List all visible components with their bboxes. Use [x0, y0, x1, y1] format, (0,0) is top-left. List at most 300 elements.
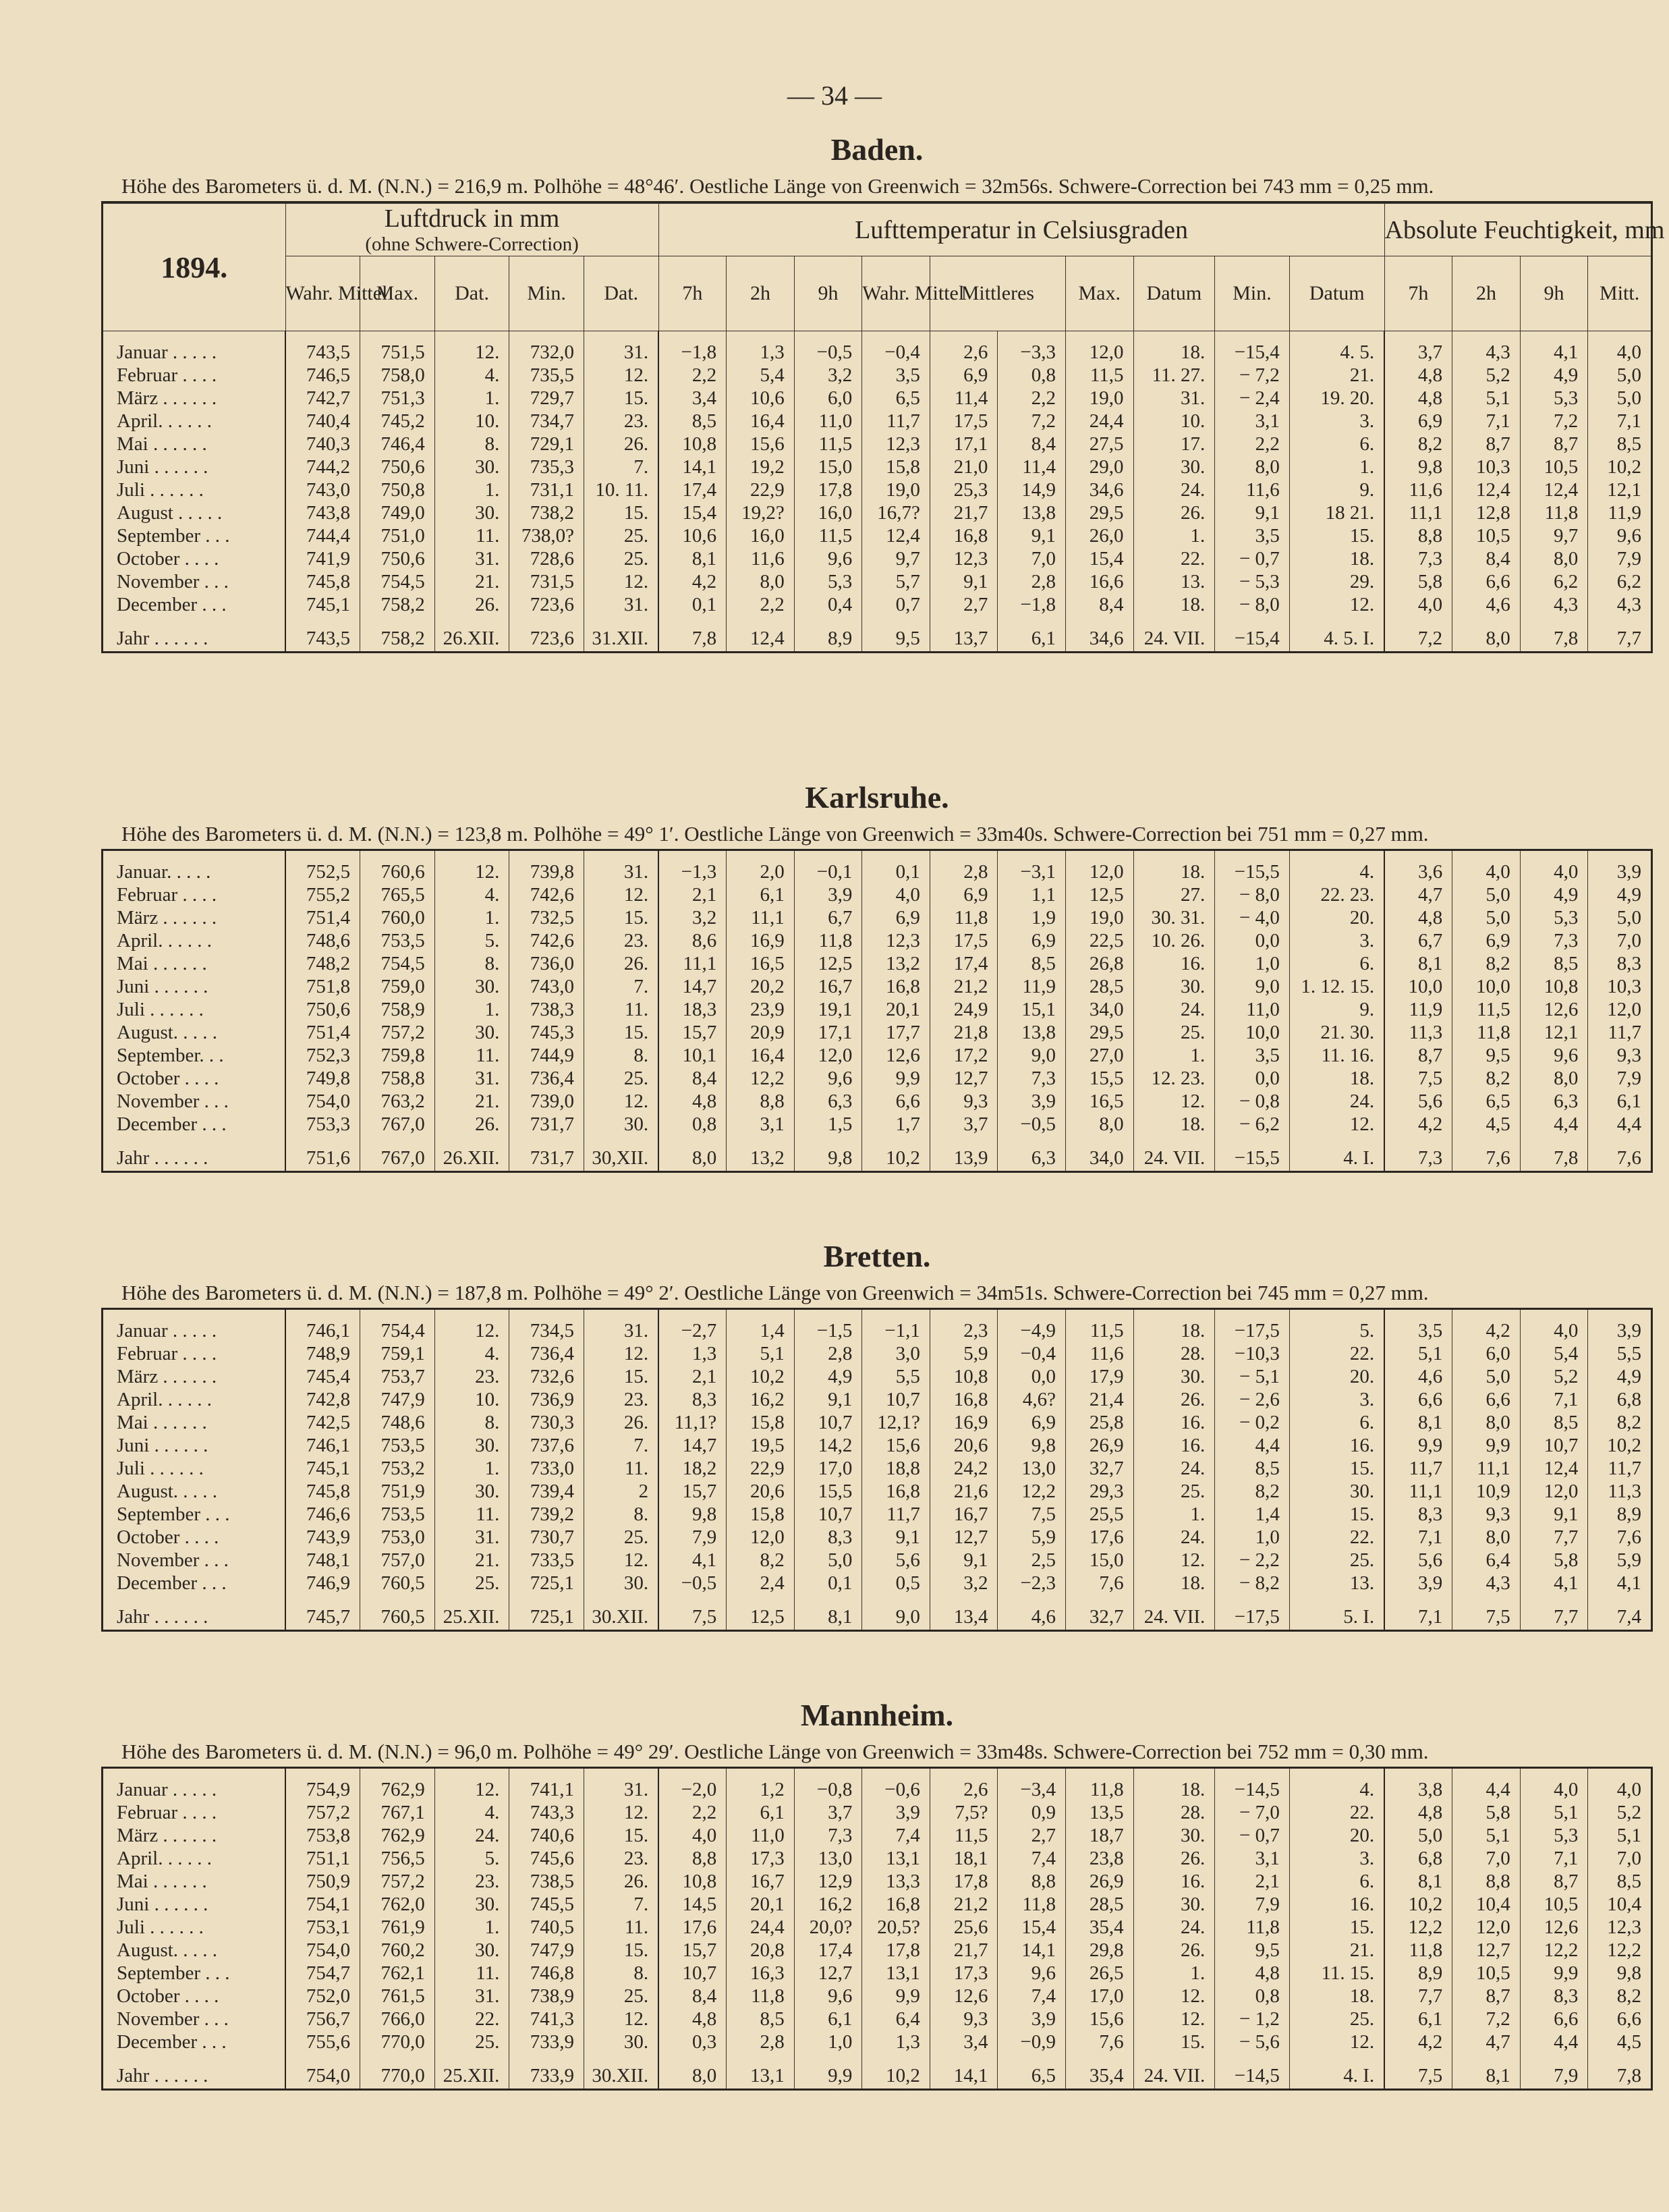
cell-h2: 8,8 — [1452, 1870, 1521, 1893]
cell-min: 731,7 — [509, 1136, 584, 1172]
cell-t-mean: 3,9 — [862, 1801, 930, 1824]
cell-h7: 4,8 — [1384, 1801, 1452, 1824]
cell-h9: 12,0 — [1520, 1480, 1588, 1503]
cell-min-date: 26. — [584, 433, 658, 455]
cell-h-mean: 4,9 — [1616, 884, 1641, 906]
cell-t9: 1,5 — [794, 1113, 862, 1136]
cell-mean: 756,7 — [285, 2008, 360, 2030]
cell-t2: 6,1 — [727, 1801, 795, 1824]
cell-month: November . . . — [103, 570, 286, 593]
cell-max: 762,9 — [360, 1824, 435, 1847]
cell-max-date: 31. — [434, 547, 509, 570]
cell-h9: 7,1 — [1520, 1388, 1588, 1411]
month-row — [103, 2008, 1652, 2030]
cell-max-date: 23. — [434, 1870, 509, 1893]
cell-max: 756,5 — [360, 1847, 435, 1870]
cell-t-max: 18,7 — [1066, 1824, 1134, 1847]
cell-t2: 16,2 — [727, 1388, 795, 1411]
cell-h-mean: 11,9 — [1608, 502, 1641, 524]
cell-month: October . . . . — [103, 1067, 286, 1090]
cell-max-date: 11. — [434, 1503, 509, 1526]
cell-t-max-date: 18. — [1133, 860, 1215, 883]
cell-t-mean-max: 21,2 — [930, 975, 998, 998]
cell-t-max: 26,5 — [1066, 1962, 1134, 1985]
cell-h9: 5,2 — [1520, 1365, 1588, 1388]
cell-t-min-date: 25. — [1289, 1549, 1384, 1572]
cell-h2: 8,0 — [1452, 1526, 1521, 1549]
cell-h-mean: 6,2 — [1616, 571, 1641, 592]
cell-t2: 11,6 — [727, 547, 795, 570]
cell-t9: 12,9 — [794, 1870, 862, 1893]
cell-mean: 746,6 — [285, 1503, 360, 1526]
cell-max-date: 25. — [434, 1572, 509, 1595]
cell-h7: 7,1 — [1384, 1595, 1452, 1631]
cell-min: 735,5 — [509, 364, 584, 387]
cell-t9: 9,6 — [794, 1067, 862, 1090]
cell-t-max: 26,0 — [1065, 524, 1133, 547]
cell-t-mean-min: 13,0 — [998, 1457, 1066, 1480]
cell-h-mean: 5,0 — [1616, 387, 1641, 409]
cell-h7: 4,2 — [1384, 1113, 1452, 1136]
cell-t-max-date: 18. — [1133, 1319, 1215, 1342]
cell-h2: 11,8 — [1452, 1021, 1521, 1044]
cell-h7: 9,9 — [1384, 1434, 1452, 1457]
cell-mean: 755,6 — [285, 2030, 360, 2053]
cell-t-max: 11,5 — [1065, 364, 1133, 387]
cell-t-min-date: 22. — [1289, 1342, 1384, 1365]
cell-t-mean: 16,7? — [862, 501, 930, 524]
cell-t7: 15,4 — [658, 501, 727, 524]
cell-max: 767,0 — [360, 1113, 435, 1136]
cell-t-max-date: 16. — [1133, 952, 1215, 975]
cell-t2: 23,9 — [727, 998, 795, 1021]
cell-max-date: 1. — [434, 1916, 509, 1939]
cell-t9: 15,5 — [794, 1480, 862, 1503]
cell-min-date: 30. — [584, 1572, 659, 1595]
cell-mean: 740,3 — [285, 433, 360, 455]
cell-h9: 7,3 — [1520, 929, 1588, 952]
cell-max-date: 1. — [434, 998, 509, 1021]
cell-h-mean: 5,2 — [1616, 1802, 1641, 1823]
cell-min-date: 26. — [584, 952, 659, 975]
cell-mean: 752,5 — [285, 860, 360, 883]
cell-month: Jahr . . . . . . — [103, 2053, 286, 2090]
column-header-col-mitt: Mitt. — [1588, 256, 1652, 331]
station-meta: Höhe des Barometers ü. d. M. (N.N.) = 123,8 m. Polhöhe = 49° 1′. Oestliche Länge von Greenwich = 33m40s. Schwere-Correction bei 751 mm = 0,27 mm. — [101, 819, 1653, 851]
cell-t-max: 17,9 — [1066, 1365, 1134, 1388]
cell-t9: 9,9 — [794, 2053, 862, 2090]
cell-t9: 6,7 — [794, 906, 862, 929]
cell-t-max-date: 12. — [1133, 1549, 1215, 1572]
cell-min-date: 11. — [584, 1916, 659, 1939]
cell-h-mean: 11,7 — [1608, 1022, 1641, 1043]
cell-t9: −0,5 — [794, 341, 862, 364]
station-title: Bretten. — [823, 1239, 931, 1273]
cell-max-date: 22. — [434, 2008, 509, 2030]
cell-h2: 4,4 — [1452, 1778, 1521, 1801]
cell-t2: 8,2 — [727, 1549, 795, 1572]
cell-min: 739,8 — [509, 860, 584, 883]
cell-t-max-date: 1. — [1133, 1044, 1215, 1067]
month-row — [103, 1480, 1652, 1503]
cell-t7: 0,1 — [658, 593, 727, 616]
cell-min-date: 23. — [584, 929, 659, 952]
cell-h2: 7,0 — [1452, 1847, 1521, 1870]
cell-month: Januar . . . . . — [103, 341, 286, 364]
cell-t2: 20,6 — [727, 1480, 795, 1503]
cell-h2: 12,4 — [1452, 478, 1521, 501]
month-row — [103, 1434, 1652, 1457]
cell-t-mean-max: 3,4 — [930, 2030, 998, 2053]
cell-min-date: 15. — [584, 1824, 659, 1847]
cell-t-max-date: 24. — [1133, 1457, 1215, 1480]
cell-t-max-date: 28. — [1133, 1342, 1215, 1365]
cell-t9: 0,4 — [794, 593, 862, 616]
cell-t-mean-min: 0,8 — [998, 364, 1066, 387]
cell-max: 753,7 — [360, 1365, 435, 1388]
cell-t-min-date: 1. 12. 15. — [1289, 975, 1384, 998]
cell-h2: 8,0 — [1452, 1411, 1521, 1434]
cell-t-mean-min: 7,0 — [998, 547, 1066, 570]
cell-t-min-date: 21. — [1289, 364, 1384, 387]
month-row — [103, 387, 1652, 410]
cell-t-mean-max: 11,5 — [930, 1824, 998, 1847]
cell-min: 730,3 — [509, 1411, 584, 1434]
cell-mean: 755,2 — [285, 883, 360, 906]
cell-mean: 746,1 — [285, 1434, 360, 1457]
cell-min: 738,5 — [509, 1870, 584, 1893]
cell-t-min: − 8,2 — [1215, 1572, 1290, 1595]
cell-t-mean: 15,8 — [862, 455, 930, 478]
cell-t-mean-max: 14,1 — [930, 2053, 998, 2090]
cell-t-max: 27,0 — [1066, 1044, 1134, 1067]
cell-month: December . . . — [103, 1572, 286, 1595]
cell-min: 742,6 — [509, 883, 584, 906]
cell-h9: 10,7 — [1520, 1434, 1588, 1457]
cell-t-mean: 1,7 — [862, 1113, 930, 1136]
cell-t-mean-min: 8,8 — [998, 1870, 1066, 1893]
cell-t-mean: 9,1 — [862, 1526, 930, 1549]
cell-max: 754,5 — [360, 952, 435, 975]
cell-t-mean-min: 8,5 — [998, 952, 1066, 975]
cell-t7: 7,8 — [658, 616, 727, 653]
cell-month: Januar. . . . . — [103, 860, 286, 883]
cell-t-max-date: 27. — [1133, 883, 1215, 906]
cell-h9: 9,7 — [1520, 524, 1588, 547]
cell-t-mean-max: 17,5 — [930, 929, 998, 952]
cell-t2: 5,4 — [727, 364, 795, 387]
cell-h9: 6,2 — [1520, 570, 1588, 593]
cell-mean: 748,2 — [285, 952, 360, 975]
cell-t-mean-min: 11,9 — [998, 975, 1066, 998]
cell-min: 736,9 — [509, 1388, 584, 1411]
column-header-col-wahr-mittel: Wahr. Mittel — [862, 256, 930, 331]
cell-t7: 8,4 — [658, 1985, 727, 2008]
month-row — [103, 1113, 1652, 1136]
cell-t-mean-min: 4,6? — [998, 1388, 1066, 1411]
cell-t-max: 34,6 — [1065, 478, 1133, 501]
cell-h-mean: 4,0 — [1616, 1779, 1641, 1800]
cell-t-max: 34,0 — [1066, 1136, 1134, 1172]
cell-t-max: 23,8 — [1066, 1847, 1134, 1870]
cell-mean: 743,0 — [285, 478, 360, 501]
cell-max-date: 26. — [434, 593, 509, 616]
cell-t-min: 9,5 — [1215, 1939, 1290, 1962]
cell-t7: 15,7 — [658, 1939, 727, 1962]
cell-min-date: 15. — [584, 1365, 659, 1388]
cell-h7: 5,8 — [1384, 570, 1452, 593]
cell-t-min-date: 9. — [1289, 998, 1384, 1021]
cell-t7: 4,0 — [658, 1824, 727, 1847]
cell-min-date: 26. — [584, 1870, 659, 1893]
cell-h7: 12,2 — [1384, 1916, 1452, 1939]
cell-t-min: − 2,2 — [1215, 1549, 1290, 1572]
cell-h9: 8,0 — [1520, 1067, 1588, 1090]
cell-month: December . . . — [103, 593, 286, 616]
cell-h-mean: 7,9 — [1616, 548, 1641, 570]
cell-h9: 8,3 — [1520, 1985, 1588, 2008]
cell-month: Juli . . . . . . — [103, 1457, 286, 1480]
cell-mean: 742,8 — [285, 1388, 360, 1411]
cell-min-date: 30. — [584, 2030, 659, 2053]
cell-t-max-date: 24. VII. — [1133, 2053, 1215, 2090]
cell-max: 767,1 — [360, 1801, 435, 1824]
cell-t2: 15,8 — [727, 1411, 795, 1434]
cell-t-mean-min: 2,7 — [998, 1824, 1066, 1847]
cell-t2: 11,0 — [727, 1824, 795, 1847]
cell-t-max: 24,4 — [1065, 410, 1133, 433]
station-mannheim — [101, 1694, 1653, 2091]
cell-t9: 1,0 — [794, 2030, 862, 2053]
cell-t-max: 21,4 — [1066, 1388, 1134, 1411]
cell-h2: 8,2 — [1452, 1067, 1521, 1090]
cell-month: Juni . . . . . . — [103, 455, 286, 478]
cell-t-max: 12,0 — [1065, 341, 1133, 364]
cell-t-max: 15,0 — [1066, 1549, 1134, 1572]
cell-t-max-date: 10. — [1133, 410, 1215, 433]
cell-t-min-date: 18. — [1289, 547, 1384, 570]
cell-t-max: 17,0 — [1066, 1985, 1134, 2008]
cell-h2: 5,1 — [1452, 387, 1521, 410]
cell-h7: 6,9 — [1384, 410, 1452, 433]
cell-h-mean: 10,2 — [1607, 456, 1641, 478]
cell-h-mean: 9,3 — [1616, 1045, 1641, 1066]
cell-mean: 745,1 — [285, 593, 360, 616]
cell-t9: 3,7 — [794, 1801, 862, 1824]
cell-t-mean: 9,0 — [862, 1595, 930, 1631]
cell-h7: 9,8 — [1384, 455, 1452, 478]
cell-t-mean-min: 11,8 — [998, 1893, 1066, 1916]
cell-mean: 743,8 — [285, 501, 360, 524]
cell-t-min-date: 6. — [1289, 952, 1384, 975]
cell-t7: −2,0 — [658, 1778, 727, 1801]
cell-t-mean: 3,5 — [862, 364, 930, 387]
cell-min: 745,3 — [509, 1021, 584, 1044]
column-header-col-2h: 2h — [727, 256, 795, 331]
cell-t-mean-min: 2,8 — [998, 570, 1066, 593]
cell-t-max: 15,6 — [1066, 2008, 1134, 2030]
cell-t7: 7,9 — [658, 1526, 727, 1549]
cell-t-min-date: 21. 30. — [1289, 1021, 1384, 1044]
cell-max-date: 1. — [434, 387, 509, 410]
cell-h7: 4,7 — [1384, 883, 1452, 906]
cell-h2: 6,6 — [1452, 1388, 1521, 1411]
cell-t-min: − 0,8 — [1215, 1090, 1290, 1113]
cell-t9: 12,5 — [794, 952, 862, 975]
cell-mean: 746,5 — [285, 364, 360, 387]
cell-t2: 13,2 — [727, 1136, 795, 1172]
cell-t-min: − 8,0 — [1215, 883, 1290, 906]
cell-month: November . . . — [103, 2008, 286, 2030]
cell-t-mean-max: 21,6 — [930, 1480, 998, 1503]
cell-t-min: 1,0 — [1215, 952, 1290, 975]
cell-t-mean-min: −3,3 — [998, 341, 1066, 364]
month-row — [103, 364, 1652, 387]
cell-t-min: 3,1 — [1215, 410, 1290, 433]
cell-max-date: 30. — [434, 1480, 509, 1503]
cell-t-mean-min: −1,8 — [998, 593, 1066, 616]
cell-t-mean-max: 16,8 — [930, 1388, 998, 1411]
cell-t-min: 9,0 — [1215, 975, 1290, 998]
cell-t-min-date: 12. — [1289, 593, 1384, 616]
cell-t-mean-min: 7,4 — [998, 1985, 1066, 2008]
cell-t-mean-max: 2,7 — [930, 593, 998, 616]
month-row — [103, 478, 1652, 501]
cell-h-mean: 4,5 — [1616, 2031, 1641, 2053]
cell-h-mean: 8,9 — [1616, 1503, 1641, 1525]
month-row — [103, 1411, 1652, 1434]
cell-t-min-date: 15. — [1289, 1503, 1384, 1526]
cell-t-max: 13,5 — [1066, 1801, 1134, 1824]
cell-min-date: 23. — [584, 1388, 659, 1411]
cell-h2: 8,7 — [1452, 1985, 1521, 2008]
cell-t-max: 11,8 — [1066, 1778, 1134, 1801]
cell-t-mean-min: 3,9 — [998, 1090, 1066, 1113]
cell-t-mean: 5,7 — [862, 570, 930, 593]
cell-t-max-date: 1. — [1133, 1503, 1215, 1526]
cell-min-date: 8. — [584, 1044, 659, 1067]
cell-max: 760,5 — [360, 1572, 435, 1595]
cell-t-min-date: 15. — [1289, 1457, 1384, 1480]
cell-max: 757,0 — [360, 1549, 435, 1572]
cell-h2: 9,9 — [1452, 1434, 1521, 1457]
cell-t-mean-min: 15,1 — [998, 998, 1066, 1021]
cell-h9: 8,7 — [1520, 433, 1588, 455]
cell-min: 732,0 — [509, 341, 584, 364]
cell-h9: 8,7 — [1520, 1870, 1588, 1893]
cell-t-min-date: 15. — [1289, 1916, 1384, 1939]
cell-t-min: 11,0 — [1215, 998, 1290, 1021]
cell-min-date: 2 — [584, 1480, 659, 1503]
cell-h9: 9,1 — [1520, 1503, 1588, 1526]
cell-min: 740,6 — [509, 1824, 584, 1847]
cell-month: Januar . . . . . — [103, 1319, 286, 1342]
cell-t-mean: 0,7 — [862, 593, 930, 616]
cell-h9: 5,3 — [1520, 1824, 1588, 1847]
cell-h-mean: 4,1 — [1616, 1572, 1641, 1594]
cell-h2: 7,2 — [1452, 2008, 1521, 2030]
cell-t7: 10,8 — [658, 1870, 727, 1893]
cell-min-date: 7. — [584, 455, 658, 478]
year-row — [103, 1595, 1652, 1631]
cell-min-date: 26. — [584, 1411, 659, 1434]
cell-min-date: 7. — [584, 1893, 659, 1916]
cell-h-mean: 8,3 — [1616, 953, 1641, 974]
cell-t-mean-max: 21,0 — [930, 455, 998, 478]
year-header: 1894. — [103, 204, 286, 331]
cell-min: 737,6 — [509, 1434, 584, 1457]
cell-mean: 743,9 — [285, 1526, 360, 1549]
cell-h2: 5,1 — [1452, 1824, 1521, 1847]
cell-t2: 19,2 — [727, 455, 795, 478]
cell-t-mean: 10,2 — [862, 2053, 930, 2090]
cell-t7: 8,0 — [658, 2053, 727, 2090]
station-meta: Höhe des Barometers ü. d. M. (N.N.) = 96,0 m. Polhöhe = 49° 29′. Oestliche Länge von Greenwich = 33m48s. Schwere-Correction bei 752 mm = 0,30 mm. — [101, 1737, 1653, 1769]
cell-t-max: 22,5 — [1066, 929, 1134, 952]
cell-h2: 4,5 — [1452, 1113, 1521, 1136]
cell-h7: 3,9 — [1384, 1572, 1452, 1595]
cell-t-min: 4,4 — [1215, 1434, 1290, 1457]
cell-month: August. . . . . — [103, 1939, 286, 1962]
station-meta: Höhe des Barometers ü. d. M. (N.N.) = 187,8 m. Polhöhe = 49° 2′. Oestliche Länge von Greenwich = 34m51s. Schwere-Correction bei 745 mm = 0,27 mm. — [101, 1278, 1653, 1310]
cell-max: 754,5 — [360, 570, 435, 593]
cell-month: November . . . — [103, 1549, 286, 1572]
cell-month: April. . . . . . — [103, 929, 286, 952]
cell-min-date: 25. — [584, 1067, 659, 1090]
cell-h7: 11,7 — [1384, 1457, 1452, 1480]
cell-min-date: 12. — [584, 1342, 659, 1365]
cell-min-date: 30.XII. — [584, 2053, 659, 2090]
cell-t-max-date: 12. — [1133, 2008, 1215, 2030]
cell-h9: 5,8 — [1520, 1549, 1588, 1572]
cell-t2: 11,1 — [727, 906, 795, 929]
cell-t-mean: 20,5? — [862, 1916, 930, 1939]
cell-h2: 6,9 — [1452, 929, 1521, 952]
cell-max: 753,2 — [360, 1457, 435, 1480]
cell-h7: 5,1 — [1384, 1342, 1452, 1365]
cell-max-date: 5. — [434, 1847, 509, 1870]
cell-h-mean: 4,0 — [1616, 341, 1641, 363]
cell-max-date: 4. — [434, 1801, 509, 1824]
cell-t9: 8,1 — [794, 1595, 862, 1631]
cell-t-max-date: 12. 23. — [1133, 1067, 1215, 1090]
cell-t-min: 1,4 — [1215, 1503, 1290, 1526]
cell-h7: 8,7 — [1384, 1044, 1452, 1067]
cell-h9: 4,1 — [1520, 1572, 1588, 1595]
cell-t-max: 17,6 — [1066, 1526, 1134, 1549]
cell-mean: 750,9 — [285, 1870, 360, 1893]
cell-h-mean: 3,9 — [1616, 861, 1641, 883]
cell-t-max: 34,6 — [1065, 616, 1133, 653]
cell-t-mean: 12,3 — [862, 929, 930, 952]
cell-t-mean-min: 9,6 — [998, 1962, 1066, 1985]
cell-min: 739,2 — [509, 1503, 584, 1526]
cell-t-mean-min: 14,1 — [998, 1939, 1066, 1962]
cell-max-date: 11. — [434, 1962, 509, 1985]
data-table — [101, 1769, 1653, 2091]
station-karlsruhe — [101, 776, 1653, 1173]
cell-t-max-date: 24. VII. — [1133, 616, 1215, 653]
cell-h7: 7,5 — [1384, 2053, 1452, 2090]
cell-max: 760,2 — [360, 1939, 435, 1962]
cell-max-date: 30. — [434, 455, 509, 478]
cell-h9: 8,0 — [1520, 547, 1588, 570]
cell-h9: 12,6 — [1520, 998, 1588, 1021]
cell-h-mean: 7,0 — [1616, 930, 1641, 951]
cell-max-date: 21. — [434, 1090, 509, 1113]
month-row — [103, 1916, 1652, 1939]
cell-min-date: 10. 11. — [584, 478, 658, 501]
